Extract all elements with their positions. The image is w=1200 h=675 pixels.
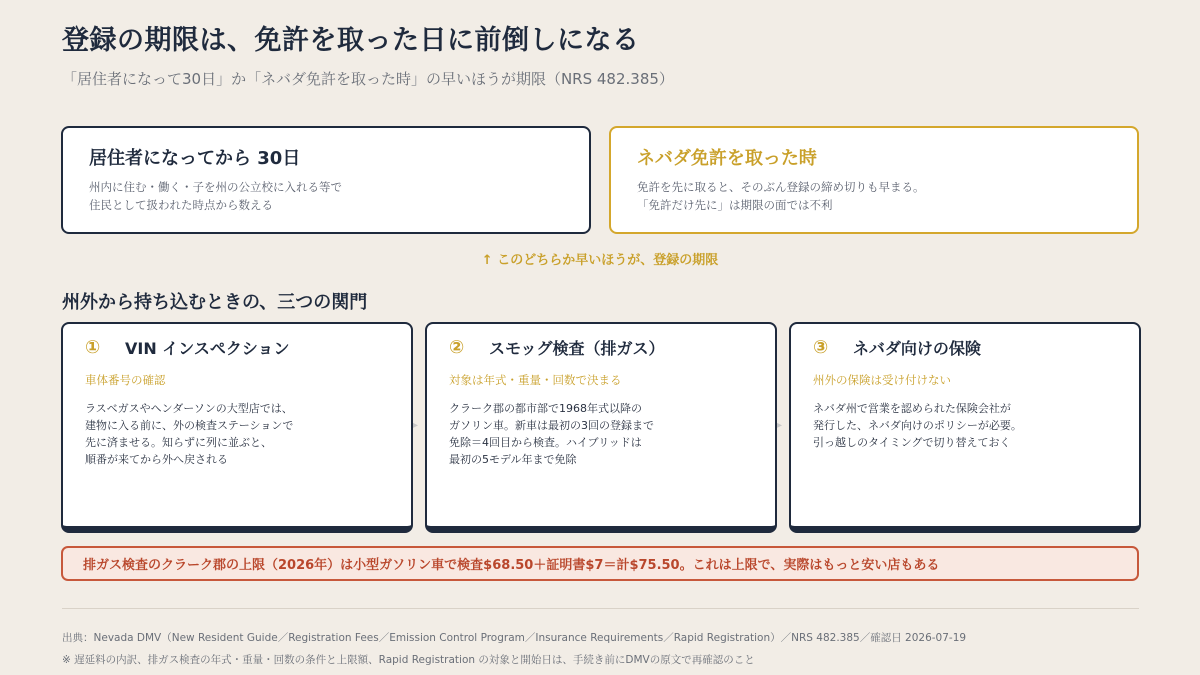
footnote: ※ 遅延料の内訳、排ガス検査の年式・重量・回数の条件と上限額、Rapid Registration の対象と開始日は、手続き前にDMVの原文で再確認のこと	[62, 654, 755, 666]
footer-divider	[62, 608, 1139, 609]
step-number: ①	[85, 337, 101, 358]
condition-heading: ネバダ免許を取った時	[637, 148, 817, 169]
smog-fee-warning-banner	[61, 546, 1139, 581]
step-body: ネバダ州で営業を認められた保険会社が 発行した、ネバダ向けのポリシーが必要。 引っ越しのタイミングで切り替えておく	[813, 402, 1022, 449]
step-header	[449, 336, 753, 359]
step-arrow-icon: ▸	[413, 420, 419, 431]
step-title: ネバダ向けの保険	[853, 339, 981, 358]
page-subtitle: 「居住者になって30日」か「ネバダ免許を取った時」の早いほうが期限（NRS 482.385）	[62, 70, 674, 88]
source-citation: 出典：Nevada DMV（New Resident Guide／Registration Fees／Emission Control Program／Insurance Requirements／Rapid Registration）／NRS 482.385／確認日 2026-07-19	[62, 632, 967, 644]
condition-heading: 居住者になってから 30日	[89, 148, 301, 169]
step-body: クラーク郡の都市部で1968年式以降の ガソリン車。新車は最初の3回の登録まで 免除＝4回目から検査。ハイブリッドは 最初の5モデル年まで免除	[449, 402, 654, 466]
step-subtitle: 車体番号の確認	[85, 373, 166, 387]
step-title: VIN インスペクション	[125, 339, 290, 358]
step-number: ③	[813, 337, 829, 358]
section-title: 州外から持ち込むときの、三つの関門	[62, 292, 368, 313]
condition-body: 免許を先に取ると、そのぶん登録の締め切りも早まる。 「免許だけ先に」は期限の面では不利	[637, 180, 925, 212]
warning-text: 排ガス検査のクラーク郡の上限（2026年）は小型ガソリン車で検査$68.50＋証明書$7＝計$75.50。これは上限で、実際はもっと安い店もある	[83, 558, 940, 573]
step-title: スモッグ検査（排ガス）	[489, 339, 665, 358]
step-card-insurance	[789, 322, 1141, 533]
step-card-smog-check	[425, 322, 777, 533]
step-subtitle: 対象は年式・重量・回数で決まる	[449, 373, 622, 387]
step-number: ②	[449, 337, 465, 358]
earlier-deadline-note: ↑ このどちらか早いほうが、登録の期限	[481, 253, 719, 268]
page-title: 登録の期限は、免許を取った日に前倒しになる	[62, 25, 640, 56]
condition-body: 州内に住む・働く・子を州の公立校に入れる等で 住民として扱われた時点から数える	[89, 180, 342, 212]
step-subtitle: 州外の保険は受け付けない	[813, 373, 951, 387]
step-header	[813, 336, 1117, 359]
condition-card-residency	[61, 126, 591, 234]
step-arrow-icon: ▸	[777, 420, 783, 431]
step-card-vin-inspection	[61, 322, 413, 533]
step-header	[85, 336, 389, 359]
step-body: ラスベガスやヘンダーソンの大型店では、 建物に入る前に、外の検査ステーションで 先に済ませる。知らずに列に並ぶと、 順番が来てから外へ戻される	[85, 402, 294, 466]
condition-card-license	[609, 126, 1139, 234]
